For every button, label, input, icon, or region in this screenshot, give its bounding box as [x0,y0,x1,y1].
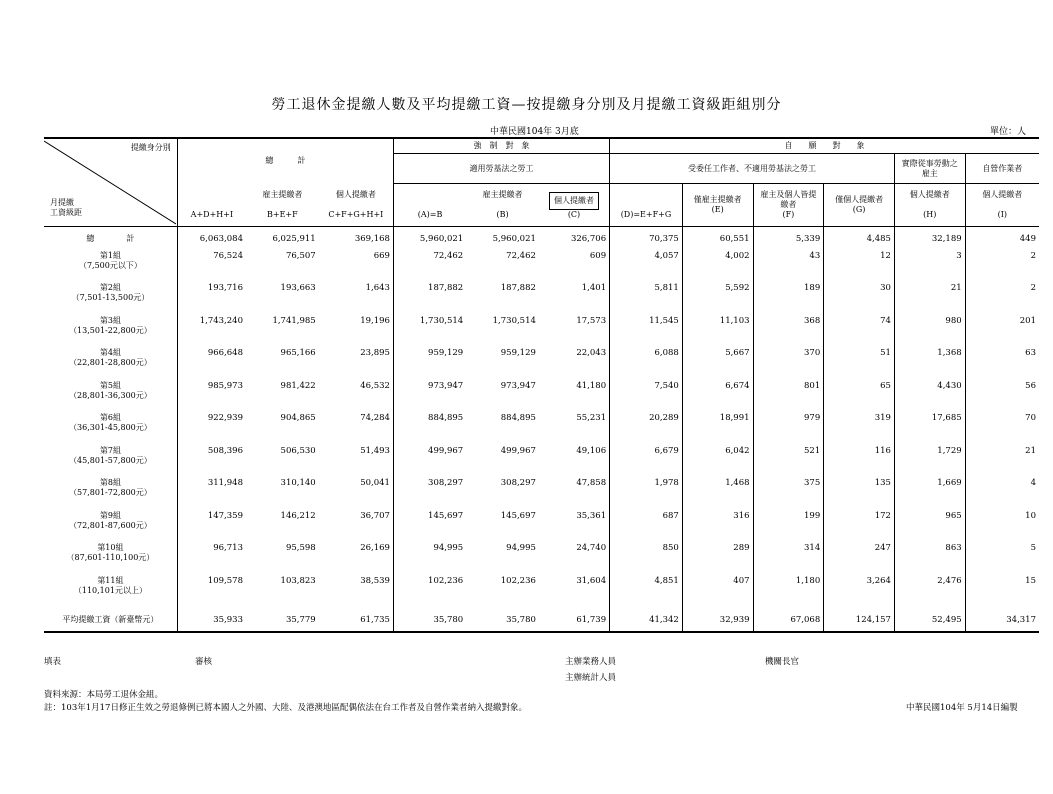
table-cell: 2,476 [894,576,965,609]
row-label-group: 總 計 [86,233,135,243]
table-cell: 61,739 [539,608,610,632]
footer-stats-head: 主辦統計人員 [565,673,617,683]
footer-agency-head: 機關長官 [765,657,800,667]
table-cell: 70,375 [610,227,683,251]
table-cell: 17,573 [576,315,607,326]
row-label-range: （7,501-13,500元） [71,293,150,302]
col-code: (G) [852,205,866,215]
row-label-group: 第9組 [99,510,121,520]
table-cell: 30 [824,283,895,316]
row-label-range: （36,301-45,800元） [69,423,152,432]
row-label [44,251,177,284]
header-self-employed: 自營作業者 [965,153,1039,184]
table-cell: 311,948 [177,478,246,511]
col-code: (E) [711,205,724,215]
table-cell: 973,947 [500,380,536,391]
table-cell: 521 [753,446,824,479]
average-wage-row [44,608,1039,632]
row-label-range: （7,500元以下） [78,260,142,270]
table-cell: 17,685 [894,413,965,446]
row-label-range: （57,801-72,800元） [69,488,152,497]
table-cell: 973,947 [393,381,466,414]
report-date: 中華民國104年 3月底 [490,127,579,137]
table-cell: 187,882 [393,283,466,316]
table-row [44,446,1039,479]
col-label: 個人提繳者 [335,189,376,199]
table-cell: 308,297 [500,478,536,488]
table-cell: 201 [965,316,1039,349]
table-row [44,283,1039,316]
table-cell: 74,284 [360,413,390,423]
table-cell: 985,973 [177,381,246,414]
table-cell: 407 [682,576,753,609]
table-cell: 34,317 [965,608,1039,632]
row-label-group: 第10組 [97,543,124,552]
table-cell: 55,231 [576,413,607,423]
table-cell: 368 [753,316,824,349]
col-labor-total [393,184,466,227]
col-total [177,184,246,227]
table-row [44,478,1039,511]
row-label [44,348,177,381]
row-label [44,413,177,446]
col-labor-personal [539,184,610,227]
table-cell: 11,545 [610,316,683,349]
col-employer-personal [894,184,965,227]
corner-bottom-line-1: 月提繳 [50,198,74,207]
table-cell: 94,995 [506,543,536,553]
unit-label: 單位：人 [990,127,1027,137]
table-cell: 863 [894,543,965,576]
row-label [44,608,177,632]
table-cell: 103,823 [280,575,316,586]
table-cell: 966,648 [177,348,246,381]
table-cell: 6,025,911 [272,233,316,244]
row-label-group: 第1組 [99,250,121,260]
table-cell: 50,041 [360,478,390,488]
table-cell: 1,743,240 [177,316,246,349]
table-cell: 76,524 [177,251,246,284]
row-label-group: 第8組 [99,478,121,487]
table-cell: 326,706 [570,233,607,244]
col-code: A+D+H+I [190,209,234,219]
table-cell: 199 [753,511,824,544]
col-only-employer [682,184,753,227]
table-cell: 24,740 [576,543,607,553]
header-actual-employer: 實際從事勞動之雇主 [894,153,965,184]
table-cell: 109,578 [177,576,246,609]
row-label-range: （22,801-28,800元） [69,358,152,367]
col-labor-employer [466,184,539,227]
table-cell: 316 [682,511,753,544]
table-cell: 135 [824,478,895,511]
table-cell: 76,507 [285,250,316,261]
footer-compiled-date: 中華民國104年 5月14日編製 [906,703,1018,713]
table-cell: 124,157 [824,608,895,632]
footer-reviewed: 審核 [195,657,213,667]
table-cell: 979 [753,413,824,446]
table-cell: 959,129 [500,348,536,358]
table-cell: 21 [965,446,1039,479]
table-cell: 5,592 [682,283,753,316]
table-cell: 247 [824,543,895,576]
table-cell: 4,430 [894,381,965,414]
row-label-group: 第3組 [99,315,121,325]
col-label: 雇主提繳者 [482,190,523,200]
table-cell: 801 [753,381,824,414]
table-cell: 96,713 [177,543,246,576]
table-cell: 38,539 [360,575,390,586]
table-cell: 2 [965,283,1039,316]
table-cell: 63 [965,348,1039,381]
table-cell: 26,169 [360,543,390,553]
table-cell: 193,663 [280,283,316,293]
row-label-group: 第11組 [97,575,124,585]
table-cell: 12 [824,251,895,284]
footer-source: 資料來源：本局勞工退休金組。 [44,690,164,700]
table-cell: 1,643 [365,283,390,293]
table-cell: 35,780 [466,608,539,632]
table-cell: 1,180 [753,576,824,609]
row-label-range: （28,801-36,300元） [69,390,152,400]
table-cell: 49,106 [576,445,607,456]
table-cell: 145,697 [393,511,466,544]
col-code: (H) [923,210,937,220]
table-cell: 1,468 [682,478,753,511]
col-entrusted-total [610,184,683,227]
header-voluntary: 自 願 對 象 [610,138,1039,153]
header-corner [44,138,177,227]
table-cell: 850 [610,543,683,576]
corner-bottom-label [50,198,82,218]
table-cell: 43 [753,251,824,284]
row-label [44,543,177,576]
table-cell: 499,967 [500,445,536,456]
table-cell: 32,189 [894,227,965,251]
table-cell: 310,140 [280,478,316,488]
footer-note: 註：103年1月17日修正生效之勞退條例已將本國人之外國、大陸、及港澳地區配偶依法在台工作者及自營作業者納入提繳對象。 [44,703,527,713]
table-cell: 965 [894,511,965,544]
table-cell: 6,088 [610,348,683,381]
col-label: 雇主提繳者 [262,189,303,199]
table-cell: 60,551 [682,227,753,251]
table-cell: 308,297 [393,478,466,511]
col-employer-and-personal [753,184,824,227]
table-cell: 189 [753,283,824,316]
table-cell: 52,495 [894,608,965,632]
table-row [44,511,1039,544]
table-cell: 32,939 [682,608,753,632]
row-label [44,381,177,414]
table-cell: 4,485 [824,227,895,251]
row-label [44,227,177,251]
table-cell: 687 [610,511,683,544]
header-mandatory: 強 制 對 象 [393,138,609,153]
table-cell: 65 [824,381,895,414]
table-cell: 102,236 [500,575,536,586]
table-cell: 41,342 [610,608,683,632]
row-label-range: （45,801-57,800元） [69,455,152,465]
table-cell: 95,598 [285,543,316,553]
table-row [44,543,1039,576]
table-cell: 6,042 [682,446,753,479]
table-cell: 3,264 [824,576,895,609]
table-row [44,348,1039,381]
total-row [44,227,1039,251]
table-cell: 1,669 [894,478,965,511]
table-cell: 609 [589,250,607,261]
col-label: 雇主及個人皆提繳者 [760,190,817,210]
table-cell: 116 [824,446,895,479]
table-cell: 21 [894,283,965,316]
table-cell: 147,359 [177,511,246,544]
table-cell: 5 [965,543,1039,576]
table-cell: 193,716 [177,283,246,316]
table-cell: 4,002 [682,251,753,284]
table-cell: 67,068 [753,608,824,632]
table-body [44,227,1039,633]
table-cell: 1,368 [894,348,965,381]
table-cell: 61,735 [319,608,394,632]
table-cell: 56 [965,381,1039,414]
footer-prepared: 填表 [44,657,62,667]
col-self-employed-personal [965,184,1039,227]
table-cell: 449 [965,227,1039,251]
header-labor-std-workers: 適用勞基法之勞工 [393,153,609,184]
corner-top-label: 提繳身分別 [130,143,171,152]
table-cell: 187,882 [500,283,536,293]
header-total: 總 計 [177,138,393,184]
table-cell: 1,741,985 [272,315,316,326]
col-code: (F) [782,210,795,220]
footer-business-head: 主辦業務人員 [565,657,617,667]
row-label [44,316,177,349]
table-cell: 145,697 [500,510,536,521]
row-label-group: 第6組 [99,413,121,422]
table-cell: 508,396 [177,446,246,479]
col-total-employer [246,184,319,227]
table-cell: 94,995 [393,543,466,576]
statistics-table [44,137,1039,633]
table-cell: 35,780 [393,608,466,632]
table-cell: 10 [965,511,1039,544]
table-cell: 5,960,021 [492,233,536,244]
table-cell: 5,811 [610,283,683,316]
table-cell: 314 [753,543,824,576]
table-cell: 46,532 [360,380,390,391]
table-cell: 5,339 [753,227,824,251]
row-label-range: （87,601-110,100元） [66,553,155,562]
table-cell: 23,895 [360,348,390,358]
table-cell: 51,493 [360,445,390,456]
header-entrusted-workers: 受委任工作者、不適用勞基法之勞工 [610,153,895,184]
table-cell: 506,530 [280,445,316,456]
table-cell: 369,168 [354,233,390,244]
report-title: 勞工退休金提繳人數及平均提繳工資—按提繳身分別及月提繳工資級距組別分 [271,97,782,113]
row-label-group: 第4組 [99,348,121,357]
table-cell: 70 [965,413,1039,446]
table-cell: 499,967 [393,446,466,479]
table-cell: 959,129 [393,348,466,381]
table-cell: 20,289 [610,413,683,446]
table-row [44,251,1039,284]
col-label: 僅個人提繳者 [835,195,884,205]
table-cell: 19,196 [360,315,390,326]
row-label-range: （72,801-87,600元） [69,520,152,530]
col-label: 個人提繳者 [982,190,1023,200]
table-cell: 7,540 [610,381,683,414]
table-cell: 72,462 [393,251,466,284]
col-label: 個人提繳者 [909,190,950,200]
table-cell: 146,212 [280,510,316,521]
table-cell: 6,679 [610,446,683,479]
row-label-group: 第5組 [99,380,121,390]
col-code: (B) [496,210,509,220]
table-cell: 51 [824,348,895,381]
table-cell: 4,851 [610,576,683,609]
table-cell: 4,057 [610,251,683,284]
table-cell: 1,730,514 [393,316,466,349]
row-label-range: （110,101元以上） [73,585,147,595]
table-cell: 922,939 [177,413,246,446]
col-code: B+E+F [267,209,298,219]
row-label-group: 平均提繳工資（新臺幣元） [62,614,159,624]
table-cell: 102,236 [393,576,466,609]
table-row [44,316,1039,349]
table-cell: 980 [894,316,965,349]
table-cell: 72,462 [506,250,536,261]
col-label: 僅雇主提繳者 [693,195,742,205]
row-label [44,283,177,316]
table-cell: 1,729 [894,446,965,479]
table-row [44,576,1039,609]
table-cell: 41,180 [576,380,607,391]
table-cell: 1,730,514 [492,315,536,326]
col-code: (I) [997,210,1008,220]
table-cell: 904,865 [280,413,316,423]
table-cell: 669 [373,250,390,261]
col-label-boxed: 個人提繳者 [549,192,599,210]
table-cell: 47,858 [576,478,607,488]
table-cell: 172 [824,511,895,544]
table-cell: 884,895 [393,413,466,446]
row-label-range: （13,501-22,800元） [69,325,152,335]
table-cell: 289 [682,543,753,576]
table-cell: 36,707 [360,510,390,521]
col-code: (D)=E+F+G [620,210,672,220]
table-cell: 6,063,084 [177,227,246,251]
row-label [44,511,177,544]
table-cell: 5,667 [682,348,753,381]
table-cell: 2 [965,251,1039,284]
table-cell: 35,779 [246,608,319,632]
table-cell: 22,043 [576,348,607,358]
corner-bottom-line-2: 工資級距 [50,208,82,217]
table-cell: 981,422 [280,380,316,391]
row-label-group: 第7組 [99,445,121,455]
table-cell: 5,960,021 [393,227,466,251]
table-cell: 1,978 [610,478,683,511]
col-code: (C) [567,210,581,220]
col-code: (A)=B [417,210,443,220]
table-cell: 884,895 [500,413,536,423]
table-row [44,381,1039,414]
table-cell: 965,166 [280,348,316,358]
table-cell: 31,604 [576,575,607,586]
table-cell: 4 [965,478,1039,511]
table-cell: 370 [753,348,824,381]
col-total-personal [319,184,394,227]
table-cell: 1,401 [581,283,607,293]
col-only-personal [824,184,895,227]
table-cell: 3 [894,251,965,284]
row-label [44,478,177,511]
table-cell: 74 [824,316,895,349]
table-cell: 11,103 [682,316,753,349]
col-code: C+F+G+H+I [328,209,384,219]
table-cell: 15 [965,576,1039,609]
table-cell: 319 [824,413,895,446]
row-label-group: 第2組 [99,283,121,292]
table-cell: 6,674 [682,381,753,414]
table-row [44,413,1039,446]
row-label [44,446,177,479]
table-cell: 18,991 [682,413,753,446]
table-cell: 35,933 [177,608,246,632]
row-label [44,576,177,609]
table-cell: 35,361 [576,510,607,521]
table-cell: 375 [753,478,824,511]
